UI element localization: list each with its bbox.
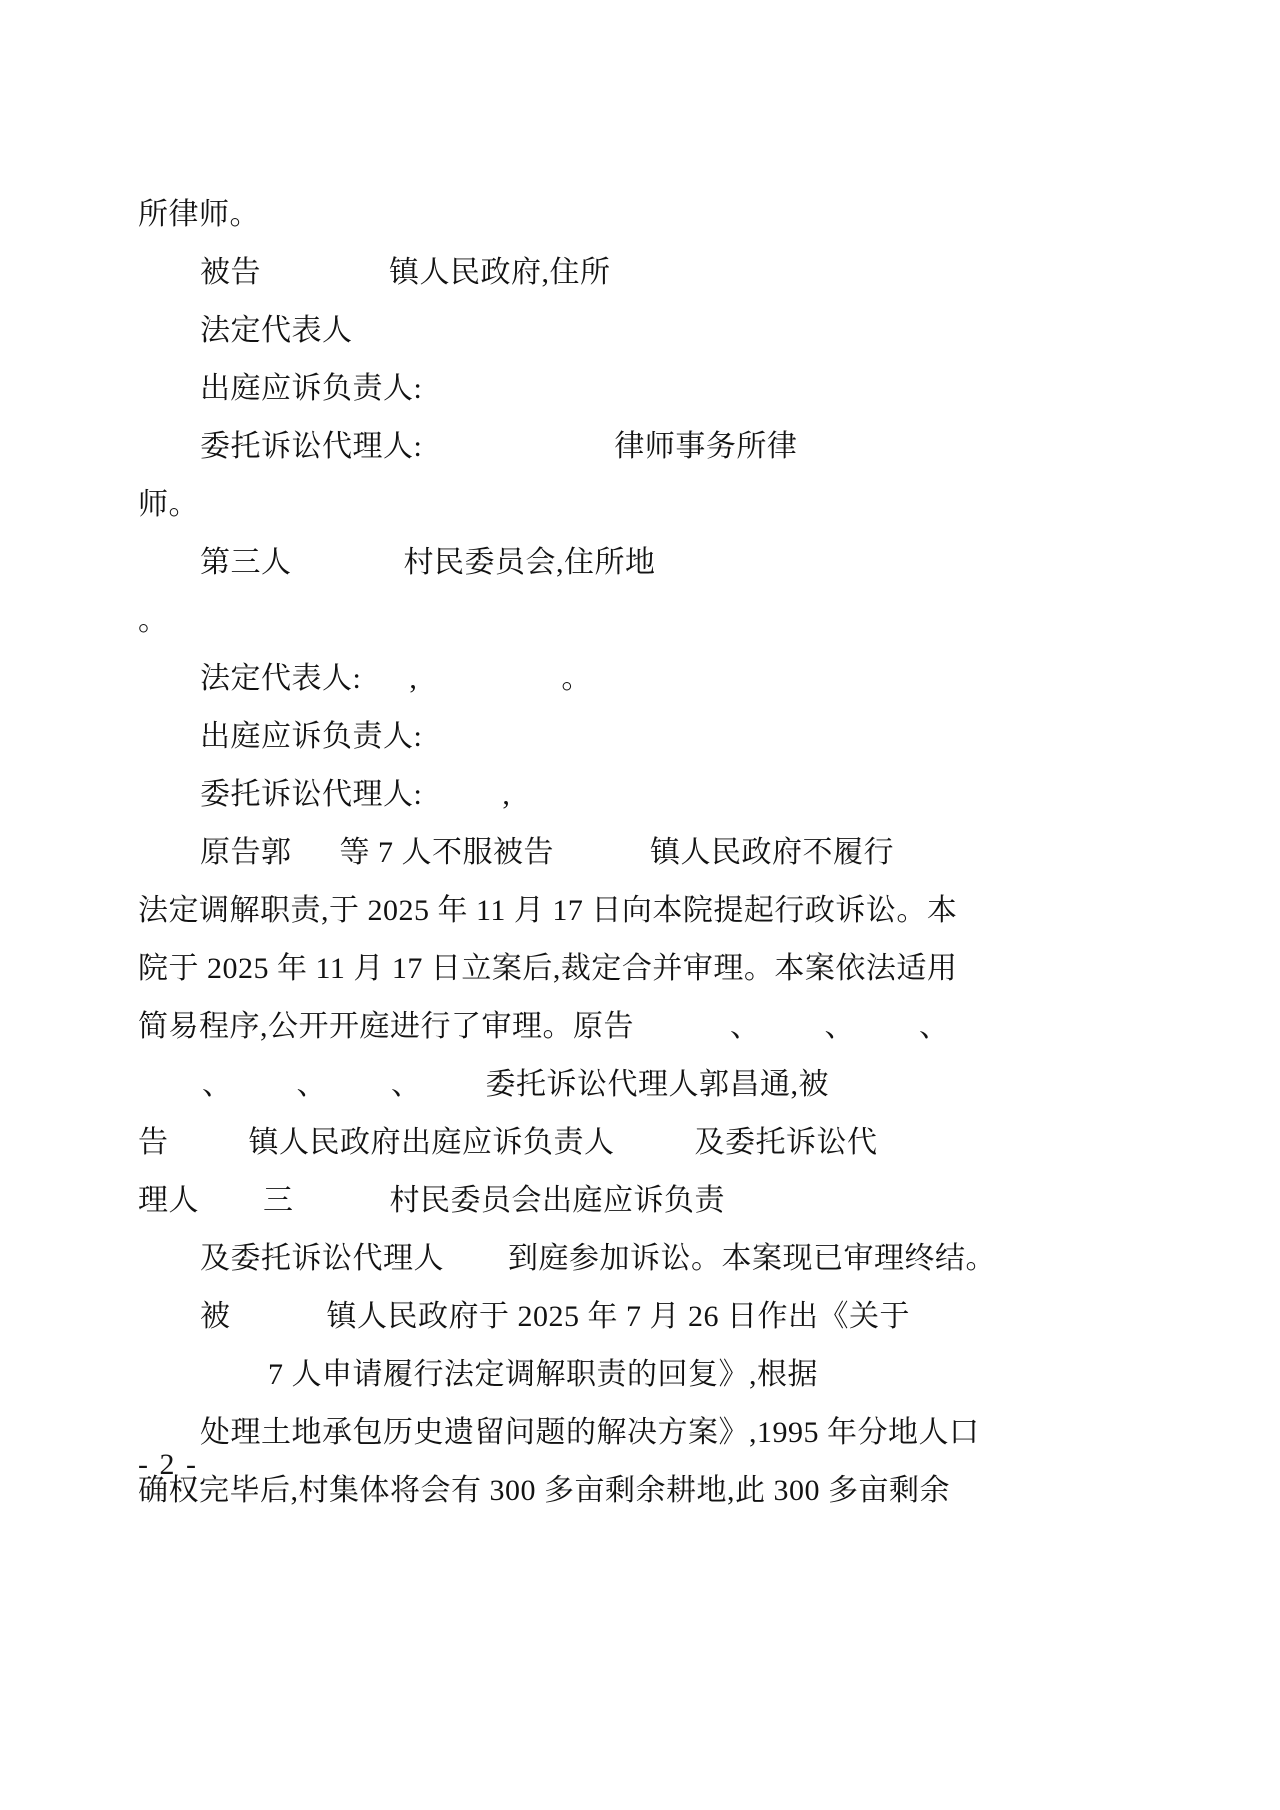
document-body bbox=[138, 186, 996, 1520]
document-line: 原告郭 等 7 人不服被告 镇人民政府不履行 bbox=[200, 836, 894, 869]
document-line: 法定调解职责,于 2025 年 11 月 17 日向本院提起行政诉讼。本 bbox=[138, 894, 958, 927]
document-line: 简易程序,公开开庭进行了审理。原告 、 、 、 bbox=[138, 1010, 950, 1043]
document-line: 委托诉讼代理人: 律师事务所律 bbox=[200, 430, 798, 463]
document-line: 告 镇人民政府出庭应诉负责人 及委托诉讼代 bbox=[138, 1126, 878, 1159]
document-line: 出庭应诉负责人: bbox=[200, 372, 423, 405]
document-line: 院于 2025 年 11 月 17 日立案后,裁定合并审理。本案依法适用 bbox=[138, 952, 958, 985]
document-line: 被告 镇人民政府,住所 bbox=[200, 256, 611, 289]
document-line: 理人 三 村民委员会出庭应诉负责 bbox=[138, 1184, 725, 1217]
document-line: 及委托诉讼代理人 到庭参加诉讼。本案现已审理终结。 bbox=[200, 1242, 996, 1275]
document-line: 委托诉讼代理人: , bbox=[200, 778, 511, 811]
document-line: 第三人 村民委员会,住所地 bbox=[200, 546, 656, 579]
document-line: 法定代表人: , 。 bbox=[200, 662, 592, 695]
document-line: 处理土地承包历史遗留问题的解决方案》,1995 年分地人口 bbox=[200, 1416, 980, 1449]
document-line: 所律师。 bbox=[138, 198, 260, 231]
document-line: 被 镇人民政府于 2025 年 7 月 26 日作出《关于 bbox=[200, 1300, 910, 1333]
document-line: 、 、 、 委托诉讼代理人郭昌通,被 bbox=[138, 1068, 829, 1101]
page-number: - 2 - bbox=[138, 1448, 198, 1481]
document-line: 。 bbox=[138, 604, 169, 637]
document-line: 师。 bbox=[138, 488, 199, 521]
document-line: 出庭应诉负责人: bbox=[200, 720, 423, 753]
document-line: 法定代表人 bbox=[200, 314, 353, 347]
document-line: 确权完毕后,村集体将会有 300 多亩剩余耕地,此 300 多亩剩余 bbox=[138, 1474, 950, 1507]
document-line: 7 人申请履行法定调解职责的回复》,根据 bbox=[268, 1358, 818, 1391]
